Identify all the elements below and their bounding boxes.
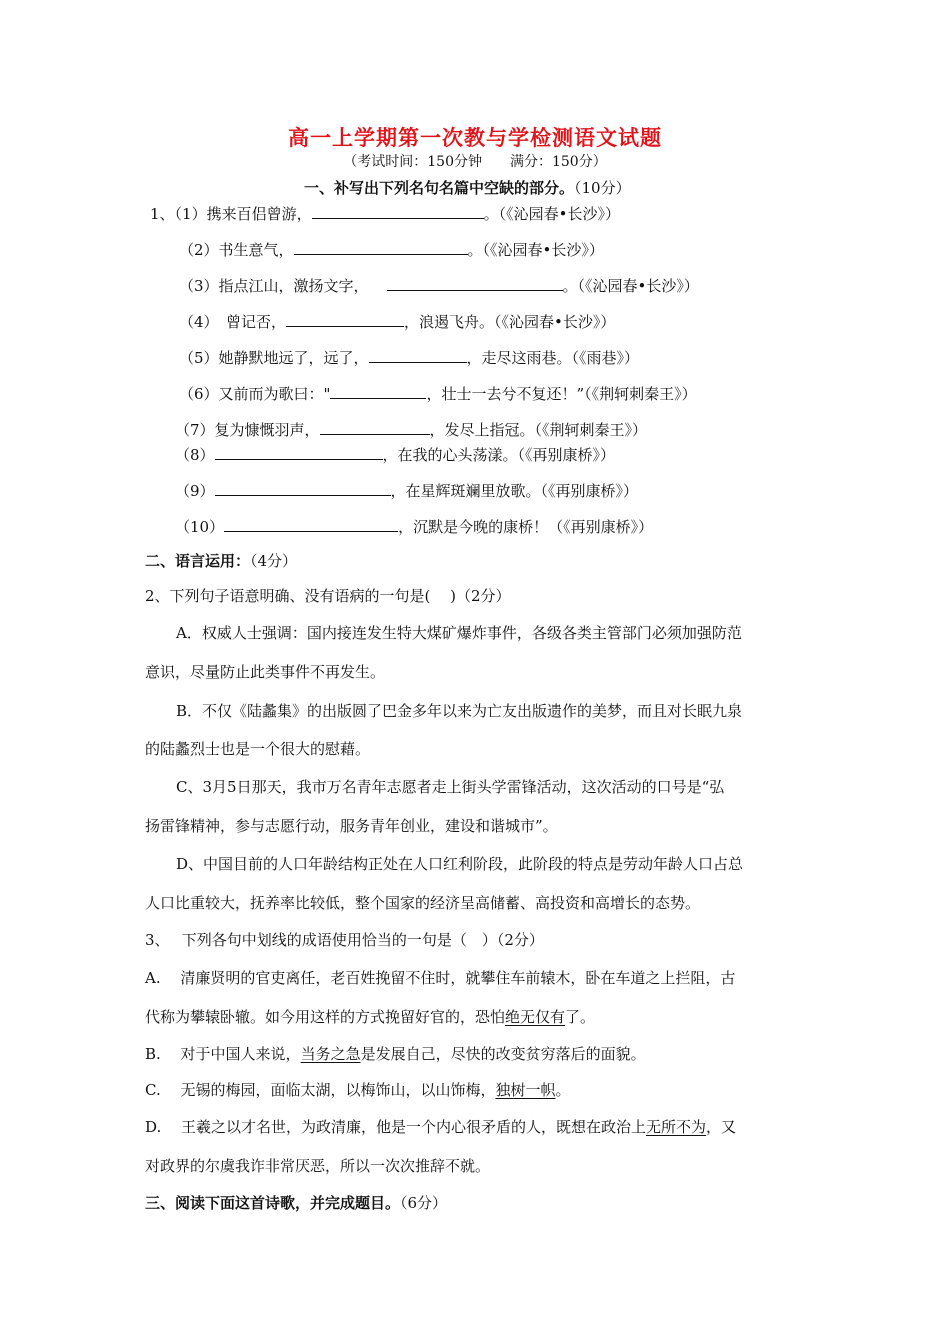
section3-heading xyxy=(145,1193,447,1213)
fill-item-2 xyxy=(179,239,604,260)
question-number: 1、 xyxy=(150,205,175,223)
option-text: 是发展自己，尽快的改变贫穷落后的面貌。 xyxy=(360,1045,646,1063)
fill-item-suffix: 。（《沁园春•长沙》） xyxy=(562,277,699,295)
fill-item-prefix: （9） xyxy=(175,482,215,500)
answer-blank[interactable] xyxy=(215,480,391,496)
section2-title: 二、语言运用： xyxy=(145,552,251,570)
answer-blank[interactable] xyxy=(312,203,484,219)
option-text: B. 对于中国人来说， xyxy=(145,1045,301,1063)
exam-info: （考试时间：150分钟 满分：150分） xyxy=(343,154,607,170)
fill-item-prefix: （1）携来百侣曾游， xyxy=(174,205,312,223)
underlined-idiom: 独树一帜 xyxy=(495,1081,556,1099)
answer-blank[interactable] xyxy=(294,239,468,255)
answer-blank[interactable] xyxy=(369,347,467,363)
fill-item-suffix: ，走尽这雨巷。（《雨巷》） xyxy=(466,349,640,367)
fill-item-prefix: （7）复为慷慨羽声， xyxy=(175,421,320,439)
question-3-stem: 3、 下列各句中划线的成语使用恰当的一句是（ ）（2分） xyxy=(145,931,544,949)
option-text: 代称为攀辕卧辙。如今用这样的方式挽留好官的，恐怕 xyxy=(145,1008,506,1026)
q2-option-b-line1: B．不仅《陆蠡集》的出版圆了巴金多年以来为亡友出版遗作的美梦，而且对长眠九泉 xyxy=(176,702,743,720)
fill-item-7 xyxy=(175,419,647,440)
fill-item-suffix: 。（《沁园春•长沙》） xyxy=(483,205,620,223)
fill-item-suffix: ，沉默是今晚的康桥！（《再别康桥》） xyxy=(398,518,654,536)
fill-item-prefix: （10） xyxy=(175,518,225,536)
fill-item-1 xyxy=(150,203,620,224)
fill-item-prefix: （5）她静默地远了，远了， xyxy=(179,349,369,367)
section3-title: 三、阅读下面这首诗歌，并完成题目。 xyxy=(145,1194,401,1212)
fill-item-5 xyxy=(179,347,639,368)
section2-points: （4分） xyxy=(250,552,298,570)
answer-blank[interactable] xyxy=(320,419,430,435)
answer-blank[interactable] xyxy=(215,444,383,460)
underlined-idiom: 绝无仅有 xyxy=(505,1008,566,1026)
fill-item-prefix: （6）又前而为歌曰：" xyxy=(179,385,331,403)
fill-item-9 xyxy=(175,480,638,501)
fill-item-4 xyxy=(179,311,615,332)
q3-option-d-line1 xyxy=(145,1117,736,1137)
option-text: D. 王羲之以才名世，为政清廉，他是一个内心很矛盾的人，既想在政治上 xyxy=(145,1118,647,1136)
q2-option-d-line2: 人口比重较大，抚养率比较低，整个国家的经济呈高储蓄、高投资和高增长的态势。 xyxy=(145,894,701,912)
fill-item-suffix: ，发尽上指冠。（《荆轲刺秦王》） xyxy=(429,421,648,439)
exam-title: 高一上学期第一次教与学检测语文试题 xyxy=(288,125,662,150)
underlined-idiom: 当务之急 xyxy=(300,1045,361,1063)
answer-blank[interactable] xyxy=(330,383,426,399)
option-text: 。 xyxy=(555,1081,571,1099)
section3-points: （6分） xyxy=(400,1194,448,1212)
fill-item-suffix: ，壮士一去兮不复还！”（《荆轲刺秦王》） xyxy=(426,385,697,403)
option-text: C. 无锡的梅园，面临太湖，以梅饰山，以山饰梅， xyxy=(145,1081,496,1099)
q3-option-d-line2: 对政界的尔虞我诈非常厌恶，所以一次次推辞不就。 xyxy=(145,1157,491,1175)
q3-option-b xyxy=(145,1044,646,1064)
fill-item-suffix: 。（《沁园春•长沙》） xyxy=(467,241,604,259)
answer-blank[interactable] xyxy=(224,516,398,532)
fill-item-prefix: （8） xyxy=(175,446,215,464)
answer-blank[interactable] xyxy=(387,275,563,291)
option-text: ，又 xyxy=(706,1118,737,1136)
fill-item-suffix: ，浪遏飞舟。（《沁园春•长沙》） xyxy=(404,313,616,331)
section2-heading xyxy=(145,551,297,571)
q2-option-d-line1: D、中国目前的人口年龄结构正处在人口红利阶段，此阶段的特点是劳动年龄人口占总 xyxy=(176,855,744,873)
q2-option-c-line2: 扬雷锋精神，参与志愿行动，服务青年创业，建设和谐城市”。 xyxy=(145,817,558,835)
option-text: 了。 xyxy=(565,1008,596,1026)
section1-heading xyxy=(304,178,631,198)
underlined-idiom: 无所不为 xyxy=(646,1118,707,1136)
fill-item-prefix: （3）指点江山，激扬文字， xyxy=(179,277,369,295)
q3-option-a-line2 xyxy=(145,1007,595,1027)
fill-item-6 xyxy=(179,383,697,404)
fill-item-prefix: （2）书生意气， xyxy=(179,241,294,259)
fill-item-8 xyxy=(175,444,615,465)
question-2-stem: 2、下列句子语意明确、没有语病的一句是( )（2分） xyxy=(145,587,511,605)
answer-blank[interactable] xyxy=(286,311,404,327)
fill-item-10 xyxy=(175,516,653,537)
section1-points: （10分） xyxy=(574,179,631,197)
fill-item-suffix: ，在星辉斑斓里放歌。（《再别康桥》） xyxy=(390,482,639,500)
q2-option-b-line2: 的陆蠡烈士也是一个很大的慰藉。 xyxy=(145,740,371,758)
section1-title: 一、补写出下列名句名篇中空缺的部分。 xyxy=(304,179,575,197)
q2-option-c-line1: C、3月5日那天，我市万名青年志愿者走上街头学雷锋活动，这次活动的口号是“弘 xyxy=(176,778,725,796)
q2-option-a-line1: A．权威人士强调：国内接连发生特大煤矿爆炸事件，各级各类主管部门必须加强防范 xyxy=(176,624,742,642)
fill-item-3 xyxy=(179,275,699,296)
fill-item-suffix: ，在我的心头荡漾。（《再别康桥》） xyxy=(382,446,616,464)
q3-option-a-line1: A. 清廉贤明的官吏离任，老百姓挽留不住时，就攀住车前辕木，卧在车道之上拦阻，古 xyxy=(145,969,736,987)
fill-item-prefix: （4） 曾记否， xyxy=(179,313,287,331)
q2-option-a-line2: 意识，尽量防止此类事件不再发生。 xyxy=(145,663,386,681)
q3-option-c xyxy=(145,1080,571,1100)
